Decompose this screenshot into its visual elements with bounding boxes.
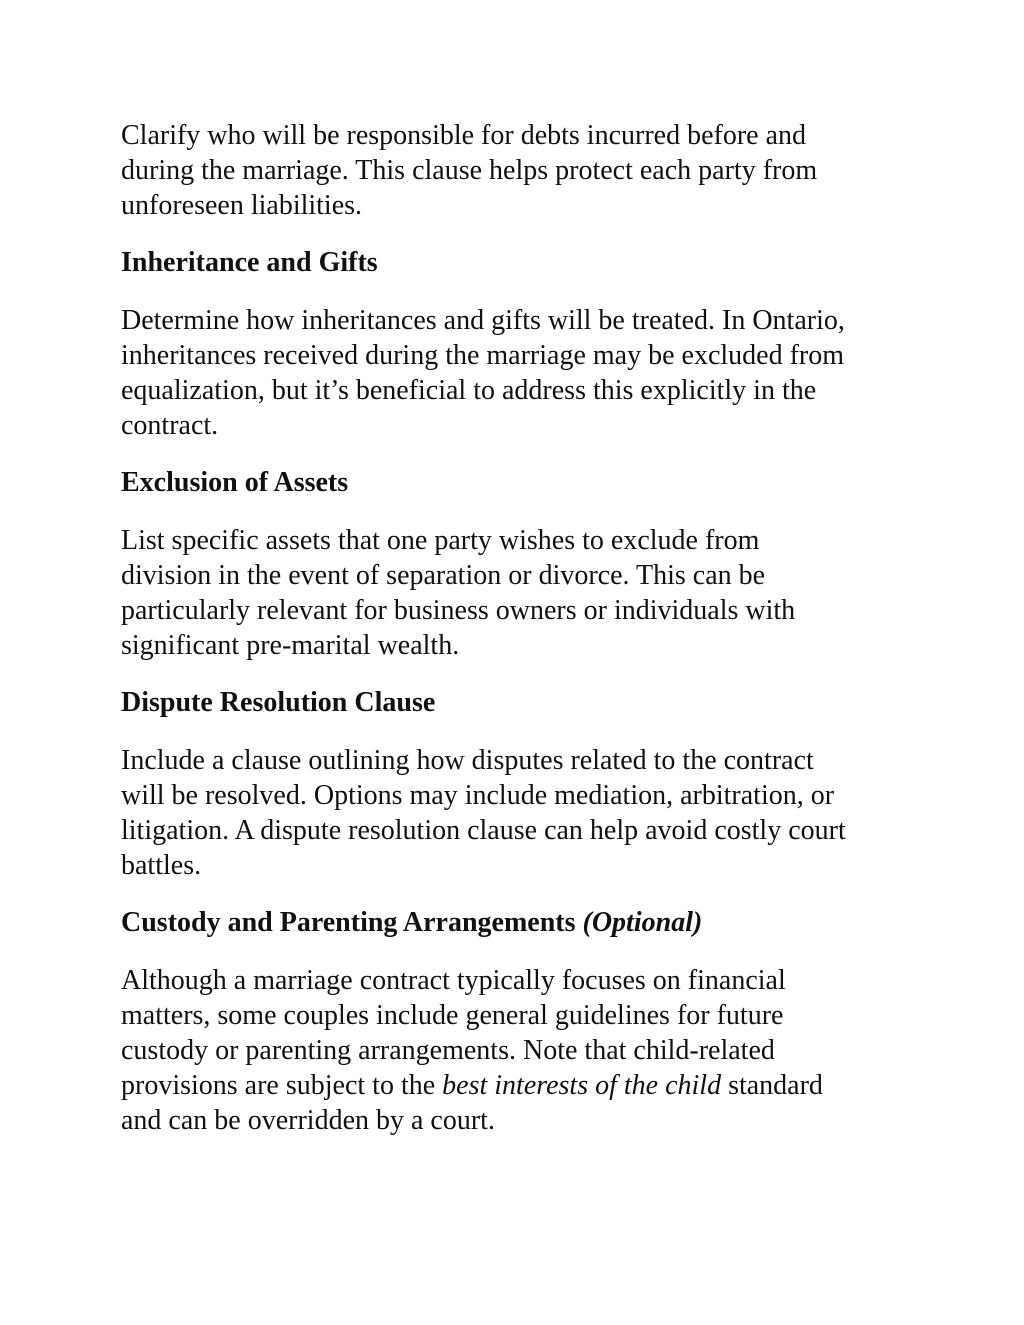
optional-label: (Optional) xyxy=(582,907,703,938)
text-line: List specific assets that one party wishes to exclude from xyxy=(121,525,760,556)
exclusion-assets-heading: Exclusion of Assets xyxy=(121,467,349,498)
text-line: and can be overridden by a court. xyxy=(121,1105,495,1136)
text-line: unforeseen liabilities. xyxy=(121,190,363,221)
text-line: division in the event of separation or divorce. This can be xyxy=(121,560,766,591)
mixed-text-line xyxy=(121,1068,921,1103)
best-interests-phrase: best interests of the child xyxy=(442,1070,722,1101)
text-line: Clarify who will be responsible for debts incurred before and xyxy=(121,120,807,151)
text-line: battles. xyxy=(121,850,202,881)
debts-paragraph xyxy=(121,118,921,223)
custody-heading-text: Custody and Parenting Arrangements xyxy=(121,907,576,938)
text-line: litigation. A dispute resolution clause can help avoid costly court xyxy=(121,815,846,846)
text-segment: provisions are subject to the xyxy=(121,1070,443,1101)
inheritance-paragraph xyxy=(121,303,921,443)
text-line: will be resolved. Options may include mediation, arbitration, or xyxy=(121,780,835,811)
text-line: contract. xyxy=(121,410,219,441)
text-line: particularly relevant for business owners or individuals with xyxy=(121,595,796,626)
exclusion-paragraph xyxy=(121,523,921,663)
document-page xyxy=(121,118,921,1160)
text-line: Determine how inheritances and gifts will be treated. In Ontario, xyxy=(121,305,845,336)
dispute-paragraph xyxy=(121,743,921,883)
text-line: Although a marriage contract typically focuses on financial xyxy=(121,965,786,996)
custody-parenting-heading xyxy=(121,905,921,940)
text-line: inheritances received during the marriage may be excluded from xyxy=(121,340,845,371)
text-line: matters, some couples include general guidelines for future xyxy=(121,1000,784,1031)
dispute-resolution-heading: Dispute Resolution Clause xyxy=(121,687,436,718)
custody-paragraph xyxy=(121,963,921,1138)
text-line: equalization, but it’s beneficial to address this explicitly in the xyxy=(121,375,817,406)
text-segment: standard xyxy=(721,1070,823,1101)
text-line: custody or parenting arrangements. Note that child-related xyxy=(121,1035,775,1066)
text-line: Include a clause outlining how disputes related to the contract xyxy=(121,745,814,776)
text-line: significant pre-marital wealth. xyxy=(121,630,460,661)
text-line: during the marriage. This clause helps protect each party from xyxy=(121,155,818,186)
inheritance-gifts-heading: Inheritance and Gifts xyxy=(121,247,378,278)
